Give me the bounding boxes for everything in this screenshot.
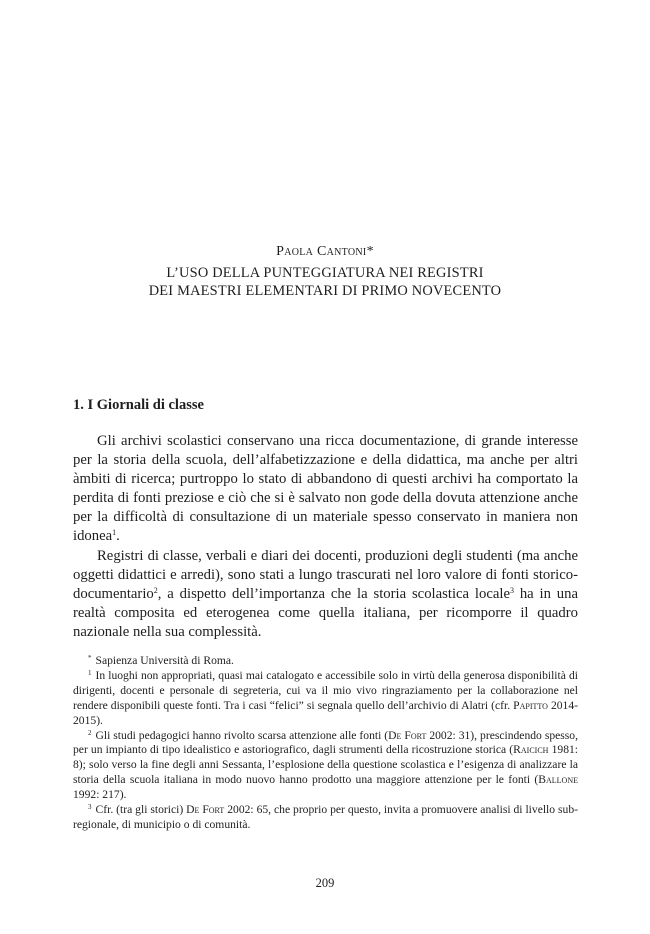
footnote-1 [73,669,578,729]
footnote-2 [73,729,578,804]
author-name: Paola Cantoni* [276,244,374,259]
footnote-ref-2: 2 [153,585,158,595]
paragraph-2-text-c: ha in una realtà composita ed eterogenea come quella italiana, per ricomporre il quadro nazionale nella sua complessità. [73,585,578,640]
body-text [73,432,578,642]
footnotes [73,654,578,833]
footnote-marker-2: 2 [88,728,92,737]
footnote-2-text-a: Gli studi pedagogici hanno rivolto scarsa attenzione alle fonti ( [95,728,389,742]
footnote-2-text-b: 2002: 31), prescindendo spesso, per un impianto di tipo idealistico e astoriografico, dagli strumenti della ricostruzione storica ( [73,728,578,757]
citation-author: Ballone [538,773,578,787]
footnote-2-text-d: 1992: 217). [73,788,127,802]
footnote-3-text-a: Cfr. (tra gli storici) [95,803,187,817]
page-number: 209 [315,876,335,890]
footnote-3 [73,803,578,833]
citation-author: Raicich [513,743,549,757]
footnote-2-text-c: 1981: 8); solo verso la fine degli anni Sessanta, l’esplosione della questione scolastica e l’esigenza di analizzare la storia della scuola italiana in modo nuovo hanno prodotto una maggiore attenzione per le fonti ( [73,743,579,787]
citation-author: De Fort [186,803,225,817]
footnote-marker-3: 3 [88,803,92,812]
title-line-1: L’USO DELLA PUNTEGGIATURA NEI REGISTRI [166,265,484,281]
footnote-ref-1: 1 [112,528,117,538]
paragraph-1-text: Gli archivi scolastici conservano una ricca documentazione, di grande interesse per la storia della scuola, dell’alfabetizzazione e della didattica, ma anche per altri àmbiti di ricerca; purtroppo lo stato di abbandono di questi archivi ha comportato la perdita di fonti preziose e ciò che si è salvato non gode della dovuta attenzione anche per la difficoltà di consultazione di un materiale spesso conservato in maniera non idonea [73,433,578,545]
article-title [80,264,570,300]
paragraph-2 [73,547,578,642]
citation-author: De Fort [388,728,427,742]
section-heading: 1. I Giornali di classe [73,397,204,413]
footnote-ref-3: 3 [509,585,514,595]
paragraph-1 [73,432,578,547]
title-line-2: DEI MAESTRI ELEMENTARI DI PRIMO NOVECENTO [148,283,502,299]
footnote-marker-star: * [88,654,92,662]
citation-author: Papitto [513,698,548,712]
footnote-3-text-b: 2002: 65, che proprio per questo, invita a promuovere analisi di livello sub-regionale, di municipio o di comunità. [73,803,578,831]
footnote-1-text: In luoghi non appropriati, quasi mai catalogato e accessibile solo in virtù della generosa disponibilità di dirigenti, docenti e personale di segreteria, cui va il mio vivo ringraziamento per la collaborazione nel rendere disponibili queste fonti. Tra i casi “felici” si segnala quello dell’archivio di Alatri (cfr. [73,668,578,712]
paragraph-2-text-b: , a dispetto dell’importanza che la storia scolastica locale [157,585,510,602]
footnote-1-tail: 2014-2015). [73,698,579,727]
paragraph-1-tail: . [116,528,120,545]
footnote-star-text: Sapienza Università di Roma. [95,654,234,667]
footnote-star [73,654,578,669]
paragraph-2-text-a: Registri di classe, verbali e diari dei docenti, produzioni degli studenti (ma anche oggetti didattici e arredi), sono stati a lungo trascurati nel loro valore di fonti storico-documentario [73,547,578,602]
footnote-marker-1: 1 [88,668,92,677]
